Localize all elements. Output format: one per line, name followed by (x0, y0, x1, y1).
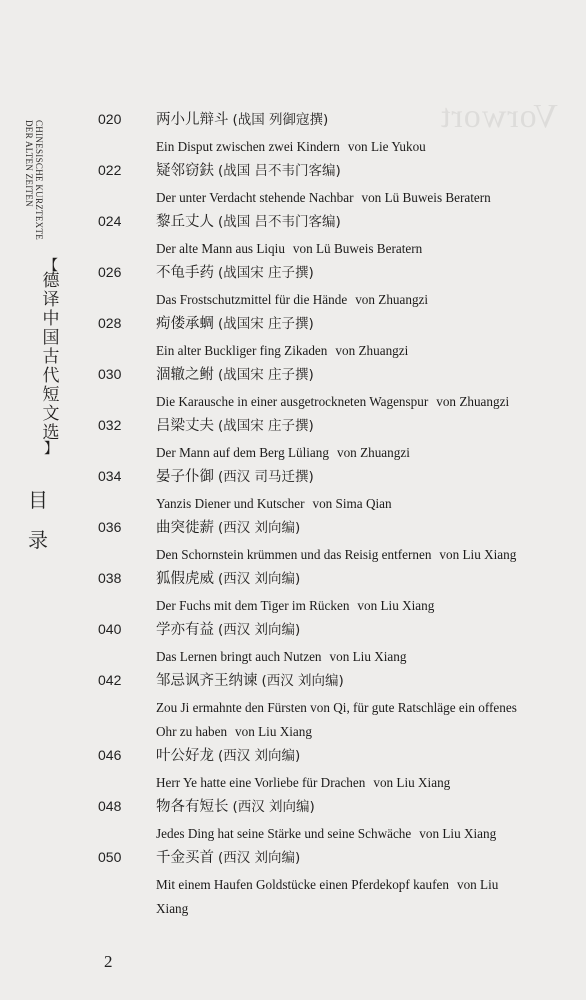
toc-title-german: Yanzis Diener und Kutscher (156, 496, 305, 511)
toc-entry[interactable] (98, 846, 568, 921)
toc-entry-chinese-line (98, 744, 568, 771)
toc-entry[interactable] (98, 159, 568, 210)
toc-entry[interactable] (98, 795, 568, 846)
toc-entry-chinese-line (98, 108, 568, 135)
toc-entry-chinese-line (98, 465, 568, 492)
section-label-contents: 目 录 (28, 488, 48, 552)
toc-title-chinese: 痀偻承蜩 (156, 316, 214, 332)
toc-page-number: 020 (98, 111, 122, 127)
toc-author-german: von Zhuangzi (336, 445, 410, 460)
toc-entry-german-line (156, 873, 568, 921)
toc-entry-chinese-line (98, 210, 568, 237)
toc-entry-chinese-line (98, 516, 568, 543)
toc-author-german: von Liu Xiang (329, 649, 407, 664)
toc-source-chinese: (战国宋 庄子撰) (218, 367, 314, 383)
toc-entry[interactable] (98, 516, 568, 567)
toc-author-german: von Lü Buweis Beratern (361, 190, 491, 205)
toc-author-german-cont: Xiang (156, 901, 189, 916)
toc-title-chinese: 学亦有益 (156, 622, 214, 638)
toc-entry[interactable] (98, 669, 568, 744)
toc-title-german: Der Fuchs mit dem Tiger im Rücken (156, 598, 350, 613)
series-title-chinese-text: 德译中国古代短文选 (42, 271, 60, 443)
toc-author-german: von Sima Qian (312, 496, 392, 511)
toc-title-chinese: 邹忌讽齐王纳谏 (156, 673, 258, 689)
toc-page-number: 046 (98, 747, 122, 763)
toc-title-chinese: 黎丘丈人 (156, 214, 214, 230)
toc-title-german: Das Frostschutzmittel für die Hände (156, 292, 348, 307)
toc-entry[interactable] (98, 414, 568, 465)
toc-source-chinese: (西汉 刘向编) (232, 799, 315, 815)
toc-entry-german-line (156, 594, 568, 618)
toc-source-chinese: (西汉 刘向编) (218, 571, 301, 587)
toc-title-german: Ein Disput zwischen zwei Kindern (156, 139, 340, 154)
toc-source-chinese: (西汉 刘向编) (218, 622, 301, 638)
toc-entry-chinese-line (98, 363, 568, 390)
toc-title-german: Mit einem Haufen Goldstücke einen Pferdekopf kaufen (156, 877, 449, 892)
toc-entry-german-line (156, 696, 568, 744)
toc-entry-german-line (156, 543, 568, 567)
series-title-chinese (42, 260, 60, 455)
toc-source-chinese: (西汉 刘向编) (218, 748, 301, 764)
toc-entry-chinese-line (98, 618, 568, 645)
toc-title-chinese: 两小儿辩斗 (156, 112, 229, 128)
table-of-contents (98, 108, 568, 921)
toc-source-chinese: (战国宋 庄子撰) (218, 265, 314, 281)
toc-entry-chinese-line (98, 567, 568, 594)
toc-title-chinese: 叶公好龙 (156, 748, 214, 764)
toc-title-german: Den Schornstein krümmen und das Reisig entfernen (156, 547, 432, 562)
toc-author-german: von Zhuangzi (355, 292, 429, 307)
toc-entry-chinese-line (98, 159, 568, 186)
toc-title-chinese: 不龟手药 (156, 265, 214, 281)
toc-page-number: 028 (98, 315, 122, 331)
series-title-latin-line2: DER ALTEN ZEITEN (24, 120, 34, 207)
toc-page-number: 040 (98, 621, 122, 637)
toc-author-german: von Liu Xiang (357, 598, 435, 613)
toc-title-chinese: 涸辙之鲋 (156, 367, 214, 383)
toc-entry-german-line (156, 390, 568, 414)
toc-title-chinese: 狐假虎威 (156, 571, 214, 587)
toc-page-number: 036 (98, 519, 122, 535)
toc-page-number: 050 (98, 849, 122, 865)
toc-entry-chinese-line (98, 312, 568, 339)
toc-entry-chinese-line (98, 795, 568, 822)
toc-page-number: 022 (98, 162, 122, 178)
toc-title-german: Zou Ji ermahnte den Fürsten von Qi, für gute Ratschläge ein offenes (156, 700, 517, 715)
toc-page-number: 026 (98, 264, 122, 280)
toc-entry-german-line (156, 771, 568, 795)
toc-title-german: Herr Ye hatte eine Vorliebe für Drachen (156, 775, 366, 790)
bracket-close: 】 (44, 441, 58, 457)
toc-entry-chinese-line (98, 414, 568, 441)
toc-entry-german-line (156, 492, 568, 516)
toc-source-chinese: (西汉 刘向编) (218, 520, 301, 536)
toc-author-german: von Lie Yukou (347, 139, 426, 154)
toc-page-number: 034 (98, 468, 122, 484)
toc-author-german: von Liu Xiang (419, 826, 497, 841)
toc-entry[interactable] (98, 465, 568, 516)
bracket-open: 【 (44, 258, 58, 274)
toc-title-chinese: 晏子仆御 (156, 469, 214, 485)
toc-entry-german-line (156, 645, 568, 669)
toc-title-german: Jedes Ding hat seine Stärke und seine Schwäche (156, 826, 412, 841)
toc-author-german: von Liu Xiang (439, 547, 517, 562)
toc-entry-chinese-line (98, 846, 568, 873)
toc-author-german: von Lü Buweis Beratern (292, 241, 423, 256)
toc-entry-chinese-line (98, 261, 568, 288)
bleed-through-text: Vorwort (440, 98, 558, 135)
toc-entry[interactable] (98, 618, 568, 669)
toc-title-chinese: 物各有短长 (156, 799, 229, 815)
toc-title-german-cont: Ohr zu haben (156, 724, 228, 739)
toc-author-german: von Zhuangzi (335, 343, 409, 358)
toc-title-german: Die Karausche in einer ausgetrockneten Wagenspur (156, 394, 429, 409)
toc-author-german: von Liu Xiang (373, 775, 451, 790)
toc-entry-german-line (156, 186, 568, 210)
toc-entry-german-line (156, 288, 568, 312)
toc-title-german: Der alte Mann aus Liqiu (156, 241, 285, 256)
toc-entry[interactable] (98, 210, 568, 261)
toc-entry-german-line (156, 339, 568, 363)
toc-title-german: Der Mann auf dem Berg Lüliang (156, 445, 329, 460)
toc-page-number: 048 (98, 798, 122, 814)
toc-entry[interactable] (98, 108, 568, 159)
toc-entry[interactable] (98, 567, 568, 618)
toc-entry[interactable] (98, 363, 568, 414)
toc-source-chinese: (西汉 刘向编) (261, 673, 344, 689)
toc-title-chinese: 曲突徙薪 (156, 520, 214, 536)
toc-source-chinese: (战国 吕不韦门客编) (218, 163, 341, 179)
toc-page-number: 030 (98, 366, 122, 382)
toc-source-chinese: (西汉 刘向编) (218, 850, 301, 866)
toc-entry-german-line (156, 441, 568, 465)
toc-title-chinese: 千金买首 (156, 850, 214, 866)
toc-title-chinese: 吕梁丈夫 (156, 418, 214, 434)
toc-page-number: 032 (98, 417, 122, 433)
toc-page-number: 038 (98, 570, 122, 586)
toc-entry-german-line (156, 237, 568, 261)
page-number: 2 (104, 952, 113, 971)
toc-entry-chinese-line (98, 669, 568, 696)
toc-author-german: von Liu Xiang (235, 724, 312, 739)
toc-source-chinese: (战国 吕不韦门客编) (218, 214, 341, 230)
toc-title-german: Ein alter Buckliger fing Zikaden (156, 343, 328, 358)
toc-entry-german-line (156, 822, 568, 846)
toc-entry[interactable] (98, 744, 568, 795)
toc-source-chinese: (战国宋 庄子撰) (218, 316, 314, 332)
toc-source-chinese: (战国 列御寇撰) (232, 112, 329, 128)
toc-page-number: 042 (98, 672, 122, 688)
toc-title-german: Der unter Verdacht stehende Nachbar (156, 190, 354, 205)
toc-title-german: Das Lernen bringt auch Nutzen (156, 649, 322, 664)
toc-entry-german-line (156, 135, 568, 159)
toc-author-german: von Zhuangzi (436, 394, 510, 409)
series-title-latin (24, 120, 44, 240)
toc-page-number: 024 (98, 213, 122, 229)
series-title-latin-line1: CHINESISCHE KURZTEXTE (34, 120, 44, 241)
toc-entry[interactable] (98, 261, 568, 312)
toc-source-chinese: (战国宋 庄子撰) (218, 418, 314, 434)
toc-entry[interactable] (98, 312, 568, 363)
toc-source-chinese: (西汉 司马迁撰) (218, 469, 314, 485)
toc-title-chinese: 疑邻窃鈇 (156, 163, 214, 179)
series-spine (16, 120, 60, 460)
toc-author-german: von Liu (456, 877, 499, 892)
